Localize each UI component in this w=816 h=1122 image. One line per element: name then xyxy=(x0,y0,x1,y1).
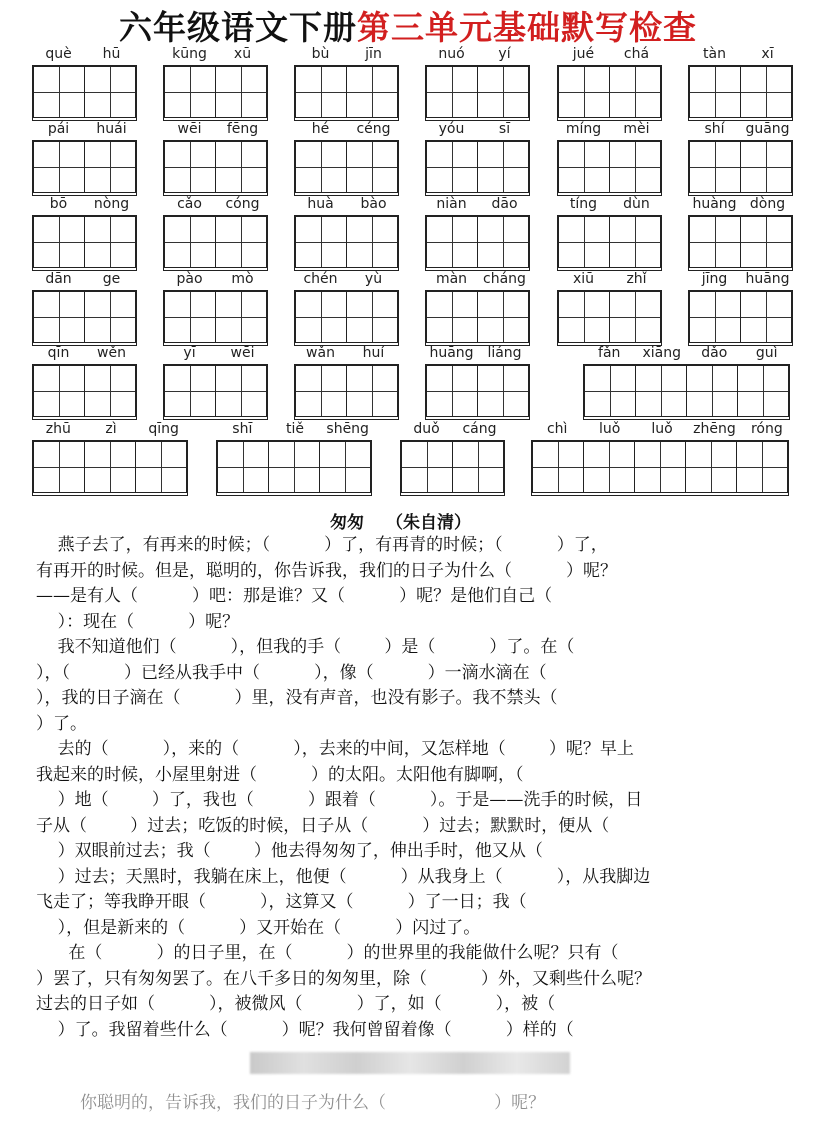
blurred-watermark xyxy=(250,1052,570,1074)
passage-line: ）：现在（ ）呢？ xyxy=(36,611,240,632)
pinyin-syllable: guì xyxy=(755,345,778,361)
pinyin-label xyxy=(294,271,400,289)
passage-line: 我起来的时候，小屋里射进（ ）的太阳。太阳他有脚啊，（ xyxy=(36,764,524,785)
pinyin-label xyxy=(557,196,663,214)
pinyin-syllable: zhū xyxy=(45,421,71,437)
pinyin-syllable: wēi xyxy=(230,345,255,361)
tianzige-box[interactable] xyxy=(84,141,136,193)
tianzige-box[interactable] xyxy=(477,291,529,343)
pinyin-syllable: róng xyxy=(750,421,783,437)
passage-author: （朱自清） xyxy=(386,513,471,533)
writing-boxes xyxy=(557,140,662,196)
pinyin-label xyxy=(294,121,400,139)
pinyin-syllable: nòng xyxy=(93,196,130,212)
pinyin-syllable: huái xyxy=(96,121,127,137)
tianzige-box[interactable] xyxy=(558,291,610,343)
tianzige-box[interactable] xyxy=(215,66,267,118)
pinyin-label xyxy=(294,196,400,214)
pinyin-syllable: pái xyxy=(47,121,70,137)
pinyin-label xyxy=(294,345,400,363)
passage-line: 飞走了；等我睁开眼（ ），这算又（ ）了一日；我（ xyxy=(36,892,527,912)
pinyin-syllable: huí xyxy=(362,345,385,361)
pinyin-label xyxy=(163,345,269,363)
pinyin-syllable: dǎo xyxy=(701,345,728,361)
writing-boxes xyxy=(294,65,399,121)
writing-boxes xyxy=(425,215,530,271)
tianzige-box[interactable] xyxy=(346,291,398,343)
tianzige-box[interactable] xyxy=(295,66,347,118)
tianzige-box[interactable] xyxy=(558,66,610,118)
tianzige-box[interactable] xyxy=(84,365,136,417)
tianzige-box[interactable] xyxy=(84,66,136,118)
pinyin-label xyxy=(400,421,506,439)
pinyin-label xyxy=(216,421,374,439)
pinyin-syllable: nuó xyxy=(438,46,465,62)
tianzige-box[interactable] xyxy=(84,291,136,343)
writing-boxes xyxy=(32,440,188,496)
writing-boxes xyxy=(425,140,530,196)
pinyin-syllable: hé xyxy=(311,121,330,137)
pinyin-label xyxy=(688,121,794,139)
tianzige-box[interactable] xyxy=(426,141,478,193)
writing-boxes xyxy=(425,65,530,121)
pinyin-syllable: huāng xyxy=(429,345,474,361)
tianzige-box[interactable] xyxy=(33,291,85,343)
pinyin-syllable: chén xyxy=(303,271,338,287)
tianzige-box[interactable] xyxy=(689,66,741,118)
tianzige-box[interactable] xyxy=(33,216,85,268)
pinyin-syllable: yí xyxy=(498,46,511,62)
writing-boxes xyxy=(294,364,399,420)
tianzige-box[interactable] xyxy=(164,365,216,417)
pinyin-label xyxy=(294,46,400,64)
pinyin-syllable: dùn xyxy=(623,196,650,212)
tianzige-box[interactable] xyxy=(558,216,610,268)
pinyin-syllable: jīng xyxy=(701,271,728,287)
tianzige-box[interactable] xyxy=(33,441,85,493)
tianzige-box[interactable] xyxy=(686,365,738,417)
passage-title xyxy=(330,508,471,533)
writing-boxes xyxy=(32,140,137,196)
writing-boxes xyxy=(688,140,793,196)
passage-line: ）双眼前过去；我（ ）他去得匆匆了，伸出手时，他又从（ xyxy=(36,841,543,861)
writing-boxes xyxy=(163,140,268,196)
pinyin-label xyxy=(425,271,531,289)
passage-bottom-line: 你聪明的，告诉我，我们的日子为什么（ ）呢？ xyxy=(80,1093,546,1113)
pinyin-label xyxy=(32,46,138,64)
pinyin-label xyxy=(583,345,793,363)
tianzige-box[interactable] xyxy=(346,216,398,268)
tianzige-box[interactable] xyxy=(268,441,320,493)
tianzige-box[interactable] xyxy=(532,441,584,493)
writing-boxes xyxy=(400,440,505,496)
writing-boxes xyxy=(294,140,399,196)
pinyin-syllable: míng xyxy=(565,121,602,137)
worksheet-title xyxy=(0,2,816,47)
tianzige-box[interactable] xyxy=(477,66,529,118)
pinyin-syllable: dān xyxy=(45,271,72,287)
title-grade: 六年级语文下册 xyxy=(119,8,357,47)
pinyin-syllable: jué xyxy=(572,46,595,62)
writing-boxes xyxy=(583,364,790,420)
pinyin-syllable: tíng xyxy=(569,196,598,212)
title-unit: 第三单元基础默写检查 xyxy=(357,8,697,47)
tianzige-box[interactable] xyxy=(477,216,529,268)
pinyin-syllable: niàn xyxy=(436,196,467,212)
pinyin-syllable: dāo xyxy=(491,196,518,212)
pinyin-syllable: fǎn xyxy=(598,345,621,361)
pinyin-syllable: shí xyxy=(704,121,725,137)
tianzige-box[interactable] xyxy=(33,365,85,417)
tianzige-box[interactable] xyxy=(689,141,741,193)
pinyin-syllable: cǎo xyxy=(177,196,202,212)
tianzige-box[interactable] xyxy=(33,66,85,118)
writing-boxes xyxy=(163,65,268,121)
tianzige-box[interactable] xyxy=(295,216,347,268)
pinyin-syllable: tàn xyxy=(703,46,726,62)
tianzige-box[interactable] xyxy=(217,441,269,493)
writing-boxes xyxy=(216,440,372,496)
tianzige-box[interactable] xyxy=(164,216,216,268)
pinyin-syllable: zhēng xyxy=(693,421,736,437)
tianzige-box[interactable] xyxy=(685,441,737,493)
pinyin-syllable: bù xyxy=(311,46,330,62)
pinyin-syllable: shī xyxy=(232,421,253,437)
writing-boxes xyxy=(32,364,137,420)
tianzige-box[interactable] xyxy=(583,441,635,493)
tianzige-box[interactable] xyxy=(426,66,478,118)
pinyin-syllable: dòng xyxy=(749,196,786,212)
pinyin-syllable: xī xyxy=(761,46,774,62)
writing-boxes xyxy=(557,290,662,346)
tianzige-box[interactable] xyxy=(295,141,347,193)
passage-line: ——是有人（ ）吧：那是谁？又（ ）呢？是他们自己（ xyxy=(36,586,553,606)
writing-boxes xyxy=(32,65,137,121)
tianzige-box[interactable] xyxy=(426,216,478,268)
pinyin-label xyxy=(32,271,138,289)
pinyin-label xyxy=(32,345,138,363)
pinyin-syllable: xiāng xyxy=(642,345,681,361)
tianzige-box[interactable] xyxy=(477,141,529,193)
tianzige-box[interactable] xyxy=(426,291,478,343)
pinyin-syllable: xiū xyxy=(572,271,595,287)
passage-line: ）了。 xyxy=(36,713,87,734)
pinyin-label xyxy=(688,271,794,289)
pinyin-label xyxy=(688,46,794,64)
tianzige-box[interactable] xyxy=(215,141,267,193)
pinyin-syllable: céng xyxy=(356,121,391,137)
pinyin-syllable: cóng xyxy=(225,196,260,212)
tianzige-box[interactable] xyxy=(215,365,267,417)
pinyin-label xyxy=(557,271,663,289)
pinyin-syllable: huāng xyxy=(745,271,790,287)
tianzige-box[interactable] xyxy=(295,291,347,343)
writing-boxes xyxy=(294,215,399,271)
pinyin-syllable: màn xyxy=(435,271,468,287)
pinyin-syllable: wǎn xyxy=(306,345,335,361)
pinyin-syllable: luǒ xyxy=(651,421,673,437)
tianzige-box[interactable] xyxy=(215,291,267,343)
pinyin-syllable: hū xyxy=(102,46,121,62)
passage-line: 燕子去了，有再来的时候；（ ）了，有再青的时候；（ ）了， xyxy=(36,535,608,555)
passage-line: ），我的日子滴在（ ）里，没有声音，也没有影子。我不禁头（ xyxy=(36,688,558,708)
tianzige-box[interactable] xyxy=(609,291,661,343)
pinyin-syllable: duǒ xyxy=(413,421,440,437)
passage-line: 子从（ ）过去；吃饭的时候，日子从（ ）过去；默默时，便从（ xyxy=(36,815,610,836)
pinyin-syllable: yóu xyxy=(438,121,465,137)
writing-boxes xyxy=(425,364,530,420)
pinyin-syllable: wēi xyxy=(177,121,202,137)
writing-boxes xyxy=(32,215,137,271)
tianzige-box[interactable] xyxy=(634,441,686,493)
passage-line: ），但是新来的（ ）又开始在（ ）闪过了。 xyxy=(36,917,481,938)
tianzige-box[interactable] xyxy=(609,216,661,268)
writing-boxes xyxy=(557,215,662,271)
pinyin-syllable: shēng xyxy=(326,421,369,437)
writing-boxes xyxy=(688,215,793,271)
pinyin-label xyxy=(32,196,138,214)
tianzige-box[interactable] xyxy=(740,216,792,268)
tianzige-box[interactable] xyxy=(740,66,792,118)
passage-line: ）地（ ）了，我也（ ）跟着（ ）。于是——洗手的时候，日 xyxy=(36,790,643,810)
pinyin-syllable: luǒ xyxy=(598,421,621,437)
pinyin-label xyxy=(425,196,531,214)
pinyin-label xyxy=(531,421,793,439)
tianzige-box[interactable] xyxy=(740,291,792,343)
writing-boxes xyxy=(163,364,268,420)
pinyin-syllable: tiě xyxy=(286,421,304,437)
writing-boxes xyxy=(294,290,399,346)
pinyin-label xyxy=(32,421,190,439)
writing-boxes xyxy=(425,290,530,346)
tianzige-box[interactable] xyxy=(736,441,788,493)
pinyin-label xyxy=(32,121,138,139)
tianzige-box[interactable] xyxy=(295,365,347,417)
passage-line: ）了。我留着些什么（ ）呢？我何曾留着像（ ）样的（ xyxy=(36,1019,574,1040)
tianzige-box[interactable] xyxy=(609,141,661,193)
pinyin-label xyxy=(163,271,269,289)
pinyin-syllable: cáng xyxy=(462,421,497,437)
pinyin-syllable: jīn xyxy=(365,46,382,62)
tianzige-box[interactable] xyxy=(33,141,85,193)
pinyin-syllable: bō xyxy=(49,196,68,212)
pinyin-syllable: mò xyxy=(231,271,254,287)
passage-body xyxy=(36,533,796,1043)
pinyin-label xyxy=(163,196,269,214)
pinyin-syllable: què xyxy=(45,46,72,62)
passage-line: ）罢了，只有匆匆罢了。在八千多日的匆匆里，除（ ）外，又剩些什么呢？ xyxy=(36,968,652,989)
writing-boxes xyxy=(688,65,793,121)
pinyin-syllable: guāng xyxy=(745,121,790,137)
pinyin-label xyxy=(425,121,531,139)
tianzige-box[interactable] xyxy=(689,216,741,268)
pinyin-syllable: qīng xyxy=(148,421,179,437)
tianzige-box[interactable] xyxy=(215,216,267,268)
writing-boxes xyxy=(688,290,793,346)
passage-title-text: 匆匆 xyxy=(330,513,364,533)
pinyin-syllable: xū xyxy=(233,46,252,62)
passage-line: 我不知道他们（ ），但我的手（ ）是（ ）了。在（ xyxy=(36,637,575,657)
tianzige-box[interactable] xyxy=(635,365,687,417)
writing-boxes xyxy=(557,65,662,121)
tianzige-box[interactable] xyxy=(135,441,187,493)
tianzige-box[interactable] xyxy=(164,141,216,193)
pinyin-syllable: zì xyxy=(105,421,117,437)
pinyin-label xyxy=(425,46,531,64)
pinyin-syllable: cháng xyxy=(483,271,526,287)
writing-boxes xyxy=(531,440,789,496)
pinyin-syllable: qīn xyxy=(47,345,70,361)
writing-boxes xyxy=(163,290,268,346)
passage-line: 去的（ ），来的（ ），去来的中间，又怎样地（ ）呢？早上 xyxy=(36,739,634,759)
tianzige-box[interactable] xyxy=(689,291,741,343)
pinyin-syllable: chá xyxy=(623,46,650,62)
pinyin-syllable: yù xyxy=(364,271,383,287)
tianzige-box[interactable] xyxy=(319,441,371,493)
pinyin-syllable: sī xyxy=(498,121,511,137)
passage-line: 过去的日子如（ ），被微风（ ）了，如（ ），被（ xyxy=(36,994,556,1014)
tianzige-box[interactable] xyxy=(84,216,136,268)
tianzige-box[interactable] xyxy=(558,141,610,193)
pinyin-syllable: kūng xyxy=(172,46,207,62)
pinyin-syllable: ge xyxy=(102,271,121,287)
tianzige-box[interactable] xyxy=(84,441,136,493)
tianzige-box[interactable] xyxy=(452,441,504,493)
tianzige-box[interactable] xyxy=(346,141,398,193)
passage-line: ）过去；天黑时，我躺在床上，他便（ ）从我身上（ ），从我脚边 xyxy=(36,866,651,887)
pinyin-label xyxy=(425,345,531,363)
pinyin-label xyxy=(688,196,794,214)
tianzige-box[interactable] xyxy=(426,365,478,417)
tianzige-box[interactable] xyxy=(346,365,398,417)
tianzige-box[interactable] xyxy=(740,141,792,193)
writing-boxes xyxy=(32,290,137,346)
tianzige-box[interactable] xyxy=(609,66,661,118)
pinyin-syllable: fēng xyxy=(226,121,259,137)
tianzige-box[interactable] xyxy=(346,66,398,118)
writing-boxes xyxy=(163,215,268,271)
tianzige-box[interactable] xyxy=(164,291,216,343)
tianzige-box[interactable] xyxy=(164,66,216,118)
pinyin-syllable: huàng xyxy=(692,196,737,212)
tianzige-box[interactable] xyxy=(401,441,453,493)
pinyin-label xyxy=(557,121,663,139)
tianzige-box[interactable] xyxy=(584,365,636,417)
pinyin-label xyxy=(557,46,663,64)
passage-line: ），（ ）已经从我手中（ ），像（ ）一滴水滴在（ xyxy=(36,662,547,683)
pinyin-syllable: chì xyxy=(546,421,568,437)
pinyin-syllable: mèi xyxy=(623,121,650,137)
pinyin-syllable: huà xyxy=(307,196,334,212)
pinyin-syllable: yī xyxy=(183,345,196,361)
pinyin-label xyxy=(163,46,269,64)
tianzige-box[interactable] xyxy=(477,365,529,417)
pinyin-syllable: bào xyxy=(360,196,387,212)
tianzige-box[interactable] xyxy=(737,365,789,417)
pinyin-label xyxy=(163,121,269,139)
passage-line: 有再开的时候。但是，聪明的，你告诉我，我们的日子为什么（ ）呢？ xyxy=(36,560,618,581)
pinyin-syllable: liáng xyxy=(487,345,522,361)
pinyin-syllable: pào xyxy=(176,271,203,287)
passage-line: 在（ ）的日子里，在（ ）的世界里的我能做什么呢？只有（ xyxy=(36,943,619,963)
pinyin-syllable: zhǐ xyxy=(626,271,647,287)
pinyin-syllable: wěn xyxy=(97,345,126,361)
